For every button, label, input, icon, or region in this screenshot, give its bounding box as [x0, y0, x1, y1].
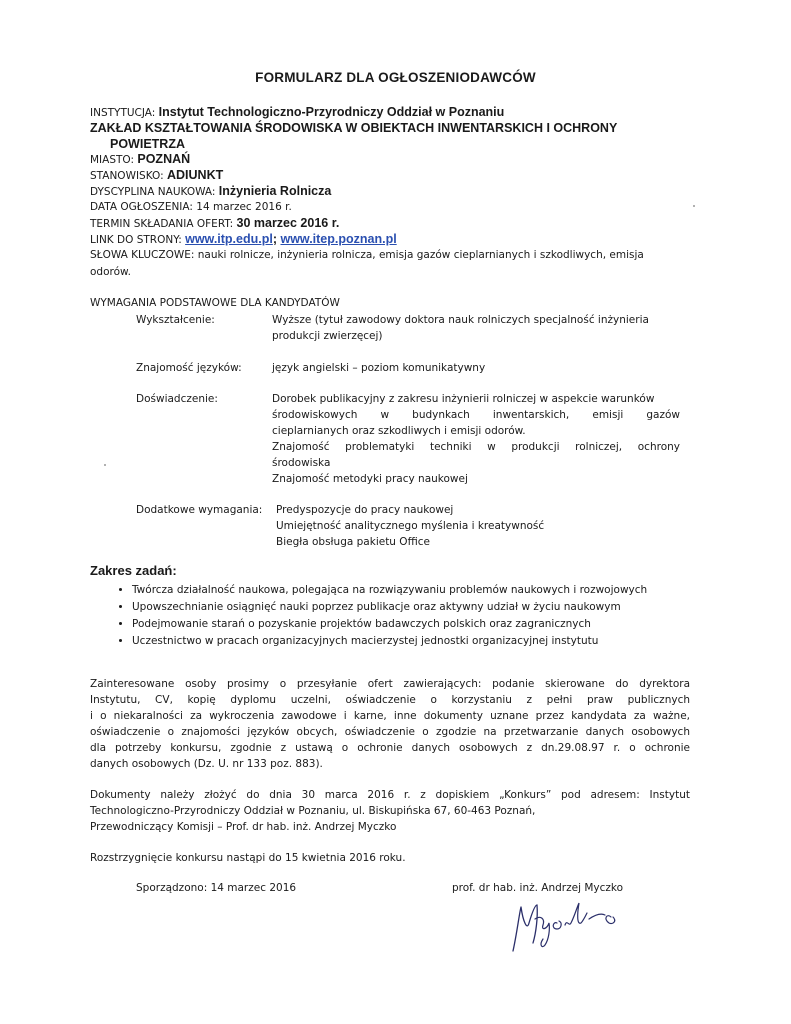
languages-value: język angielski – poziom komunikatywny — [272, 362, 486, 374]
document-title: FORMULARZ DLA OGŁOSZENIODAWCÓW — [255, 70, 536, 85]
languages-label: Znajomość języków: — [136, 362, 242, 374]
requirements-heading: WYMAGANIA PODSTAWOWE DLA KANDYDATÓW — [90, 297, 340, 309]
offer-paragraph-line-1: Zainteresowane osoby prosimy o przesyłanie ofert zawierających: podanie skierowane do dyrektora — [90, 678, 690, 690]
experience-line-1: Dorobek publikacyjny z zakresu inżynierii rolniczej w aspekcie warunków — [272, 393, 655, 405]
institution-label: INSTYTUCJA: — [90, 107, 159, 119]
keywords-line-1: SŁOWA KLUCZOWE: nauki rolnicze, inżynieria rolnicza, emisja gazów cieplarnianych i szkodliwych, emisja — [90, 249, 644, 261]
link-label: LINK DO STRONY: — [90, 234, 186, 246]
task-item: • Podejmowanie starań o pozyskanie projektów badawczych polskich oraz zagranicznych — [132, 616, 692, 632]
link-line — [90, 231, 397, 248]
education-line-2: produkcji zwierzęcej) — [272, 330, 383, 342]
offer-paragraph-line-6: danych osobowych (Dz. U. nr 133 poz. 883). — [90, 758, 323, 770]
discipline-value: Inżynieria Rolnicza — [218, 184, 332, 198]
department-line-2: POWIETRZA — [110, 137, 185, 151]
department-line-1: ZAKŁAD KSZTAŁTOWANIA ŚRODOWISKA W OBIEKTACH INWENTARSKICH I OCHRONY — [90, 121, 618, 135]
additional-requirement-2: Umiejętność analitycznego myślenia i kreatywność — [276, 520, 545, 532]
deadline-value: 30 marzec 2016 r. — [236, 216, 340, 230]
experience-label: Doświadczenie: — [136, 393, 218, 405]
offer-paragraph-line-2: Instytutu, CV, kopię dyplomu uczelni, oświadczenie o korzystaniu z pełni praw publicznych — [90, 694, 690, 706]
tasks-list — [110, 582, 692, 650]
task-item: • Twórcza działalność naukowa, polegająca na rozwiązywaniu problemów naukowych i rozwojowych — [132, 582, 692, 598]
position-label: STANOWISKO: — [90, 170, 167, 182]
education-line-1: Wyższe (tytuł zawodowy doktora nauk rolniczych specjalność inżynieria — [272, 314, 649, 326]
experience-line-4: Znajomość problematyki techniki w produkcji rolniczej, ochrony — [272, 441, 680, 453]
city-label: MIASTO: — [90, 154, 138, 166]
city-line — [90, 151, 190, 168]
task-item: • Upowszechnianie osiągnięć nauki poprzez publikacje oraz aktywny udział w życiu naukowym — [132, 599, 692, 615]
experience-line-5: środowiska — [272, 457, 331, 469]
discipline-line — [90, 183, 331, 200]
announcement-date-label: DATA OGŁOSZENIA: — [90, 201, 197, 213]
position-value: ADIUNKT — [166, 168, 224, 182]
keywords-line-2: odorów. — [90, 266, 131, 278]
institution-value: Instytut Technologiczno-Przyrodniczy Oddział w Poznaniu — [158, 105, 505, 119]
link-separator: ; — [272, 232, 281, 246]
education-label: Wykształcenie: — [136, 314, 215, 326]
task-item: • Uczestnictwo w pracach organizacyjnych macierzystej jednostki organizacyjnej instytutu — [132, 633, 692, 649]
link-itp[interactable]: www.itp.edu.pl — [185, 232, 273, 246]
tasks-heading: Zakres zadań: — [90, 563, 177, 578]
announcement-date-value: 14 marzec 2016 r. — [196, 201, 292, 213]
experience-line-3: cieplarnianych oraz szkodliwych i emisji odorów. — [272, 425, 526, 437]
scan-speck — [104, 464, 106, 466]
documents-paragraph-line-2: Technologiczno-Przyrodniczy Oddział w Poznaniu, ul. Biskupińska 67, 60-463 Poznań, — [90, 805, 536, 817]
scan-speck — [693, 205, 695, 207]
city-value: POZNAŃ — [137, 152, 191, 166]
position-line — [90, 167, 223, 184]
institution-line — [90, 104, 504, 121]
additional-requirement-1: Predyspozycje do pracy naukowej — [276, 504, 454, 516]
deadline-line — [90, 215, 339, 232]
prepared-date: Sporządzono: 14 marzec 2016 — [136, 882, 297, 894]
deadline-label: TERMIN SKŁADANIA OFERT: — [90, 218, 237, 230]
experience-line-2: środowiskowych w budynkach inwentarskich, emisji gazów — [272, 409, 680, 421]
documents-paragraph-line-3: Przewodniczący Komisji – Prof. dr hab. inż. Andrzej Myczko — [90, 821, 397, 833]
announcement-date-line — [90, 199, 292, 215]
offer-paragraph-line-4: oświadczenie o znajomości języków obcych, oświadczenie o zgodzie na przetwarzanie danych osobowych — [90, 726, 690, 738]
offer-paragraph-line-5: dla potrzeby konkursu, zgodnie z ustawą o ochronie danych osobowych z dn.29.08.97 r. o ochronie — [90, 742, 690, 754]
handwritten-signature — [505, 893, 635, 958]
documents-paragraph-line-1: Dokumenty należy złożyć do dnia 30 marca 2016 r. z dopiskiem „Konkurs” pod adresem: Instytut — [90, 789, 690, 801]
additional-requirement-3: Biegła obsługa pakietu Office — [276, 536, 430, 548]
additional-requirements-label: Dodatkowe wymagania: — [136, 504, 263, 516]
signatory-name: prof. dr hab. inż. Andrzej Myczko — [452, 882, 624, 894]
resolution-date: Rozstrzygnięcie konkursu nastąpi do 15 kwietnia 2016 roku. — [90, 852, 406, 864]
experience-line-6: Znajomość metodyki pracy naukowej — [272, 473, 468, 485]
offer-paragraph-line-3: i o niekaralności za wykroczenia zawodowe i karne, inne dokumenty uznane przez kandydata za ważne, — [90, 710, 690, 722]
link-itep[interactable]: www.itep.poznan.pl — [280, 232, 397, 246]
discipline-label: DYSCYPLINA NAUKOWA: — [90, 186, 219, 198]
